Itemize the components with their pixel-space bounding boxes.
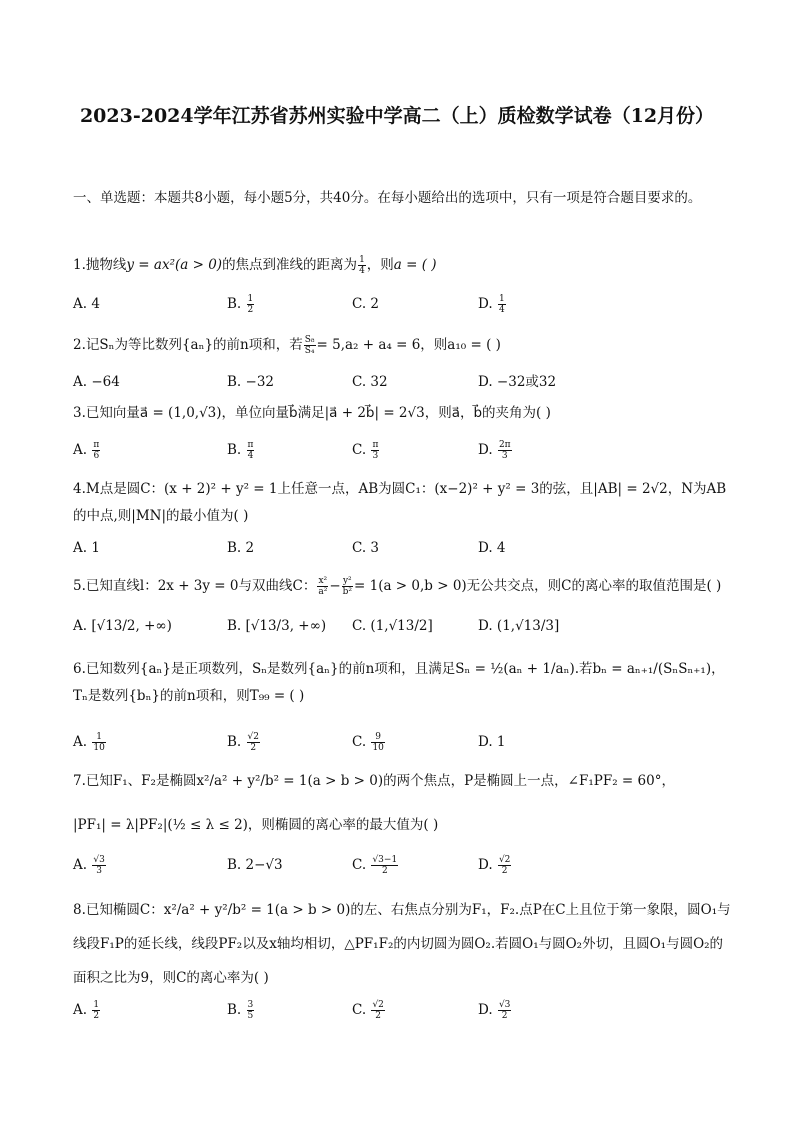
question-7-line-2: |PF₁| = λ|PF₂|(½ ≤ λ ≤ 2)，则椭圆的离心率的最大值为( ) [73,817,439,833]
option-a: A. $\frac{√3}{3}$ [73,855,105,876]
option-d: D. $\frac{√3}{2}$ [478,1000,511,1021]
option-b: B. 2 [227,540,255,556]
option-d: D. $\frac{√2}{2}$ [478,855,511,876]
options-2 [73,370,733,394]
option-a: A. $\frac{1}{2}$ [73,1000,100,1021]
section-instructions: 一、单选题：本题共8小题，每小题5分，共40分。在每小题给出的选项中，只有一项是符合题目要求的。 [73,190,702,206]
option-c: C. (1,√13/2] [352,618,433,634]
options-7 [73,853,733,877]
option-b: B. $\frac{√2}{2}$ [227,732,259,753]
option-b: B. $\frac{\pi}{4}$ [227,440,254,461]
option-c: C. 32 [352,374,388,390]
option-b: B. $\frac{3}{5}$ [227,1000,254,1021]
option-d: D. $\frac{2\pi}{3}$ [478,440,511,461]
option-a: A. −64 [73,374,120,390]
option-c: C. $\frac{√2}{2}$ [352,1000,384,1021]
fraction: $\frac{1}{4}$ [359,255,365,276]
question-8: 8.已知椭圆C：x²/a² + y²/b² = 1(a > b > 0)的左、右焦点分别为F₁，F₂.点P在C上且位于第一象限，圆O₁与线段F₁P的延长线，线段PF₂以及x轴均相切，△PF₁F₂的内切圆为圆O₂.若圆O₁与圆O₂外切，且圆O₁与圆O₂的面积之比为9，则C的离心率为( ) [73,902,731,986]
option-b: B. $\frac{1}{2}$ [227,294,254,315]
options-8 [73,998,733,1022]
page-title: 2023-2024学年江苏省苏州实验中学高二（上）质检数学试卷（12月份） [79,105,715,127]
question-3: 3.已知向量a⃗ = (1,0,√3)，单位向量b⃗满足|a⃗ + 2b⃗| = 2√3，则a⃗，b⃗的夹角为( ) [73,405,551,421]
option-b: B. 2−√3 [227,857,283,873]
options-4 [73,536,733,560]
option-d: D. 4 [478,540,506,556]
option-a: A. [√13/2, +∞) [73,618,172,634]
option-a: A. 4 [73,296,100,312]
option-c: C. 3 [352,540,380,556]
option-b: B. −32 [227,374,274,390]
option-c: C. 2 [352,296,380,312]
option-c: C. $\frac{√3-1}{2}$ [352,855,398,876]
options-1 [73,292,733,316]
option-a: A. 1 [73,540,100,556]
question-2: 2.记Sₙ为等比数列{aₙ}的前n项和，若 $\frac{\text{S₈}}{\text{S₄}}$ = 5,a₂ + a₄ = 6，则a₁₀ = ( ) [73,335,501,356]
options-3 [73,438,733,462]
option-b: B. [√13/3, +∞) [227,618,327,634]
option-c: C. $\frac{\pi}{3}$ [352,440,379,461]
option-d: D. $\frac{1}{4}$ [478,294,505,315]
question-7-line-1: 7.已知F₁、F₂是椭圆x²/a² + y²/b² = 1(a > b > 0)的两个焦点，P是椭圆上一点，∠F₁PF₂ = 60°， [73,773,675,789]
fraction: $\frac{\text{S₈}}{\text{S₄}}$ [304,335,315,356]
option-a: A. $\frac{\pi}{6}$ [73,440,100,461]
question-5: 5.已知直线l：2x + 3y = 0与双曲线C： $\frac{\text{x²}}{\text{a²}}$ − $\frac{\text{y²}}{\text{b²}}$ = 1(a > 0,b > 0)无公共交点，则C的离心率的取值范围是( ) [73,576,722,597]
options-5 [73,614,733,638]
question-1: 1.抛物线y = ax²(a > 0)的焦点到准线的距离为 $\frac{1}{4}$ ，则a = ( ) [73,255,437,276]
option-a: A. $\frac{1}{10}$ [73,732,105,753]
option-d: D. −32或32 [478,374,557,390]
options-6 [73,730,733,754]
option-c: C. $\frac{9}{10}$ [352,732,384,753]
option-d: D. 1 [478,734,506,750]
option-d: D. (1,√13/3] [478,618,560,634]
question-4: 4.M点是圆C：(x + 2)² + y² = 1上任意一点，AB为圆C₁：(x−2)² + y² = 3的弦，且|AB| = 2√2，N为AB的中点,则|MN|的最小值为( ) [73,481,727,524]
question-6: 6.已知数列{aₙ}是正项数列，Sₙ是数列{aₙ}的前n项和，且满足Sₙ = ½(aₙ + 1/aₙ).若bₙ = aₙ₊₁/(SₙSₙ₊₁)，Tₙ是数列{bₙ}的前n项和，则T₉₉ = ( ) [73,661,725,704]
